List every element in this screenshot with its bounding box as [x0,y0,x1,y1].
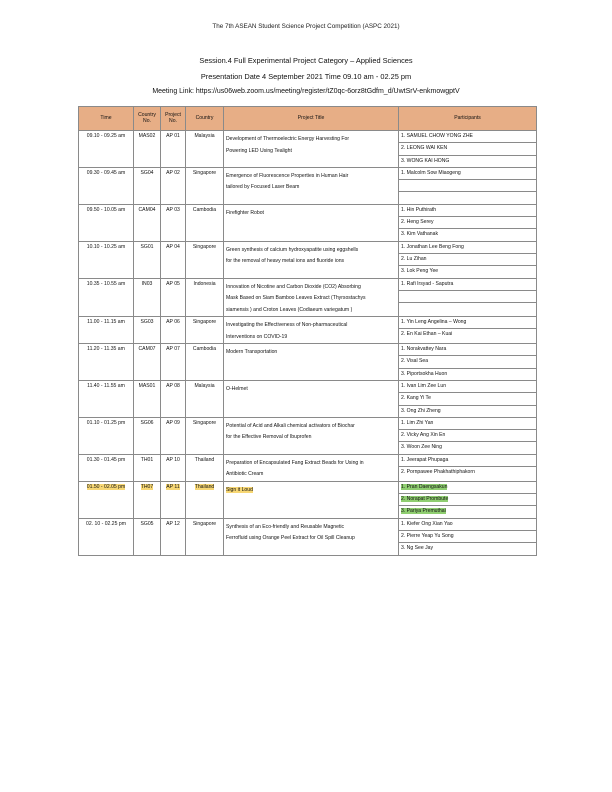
schedule-body [79,131,537,556]
participant-entry [399,506,536,517]
country-cell-text: Indonesia [193,280,216,287]
participants-cell [399,518,537,555]
schedule-table [78,106,537,556]
project-no-cell-text: AP 02 [166,169,180,176]
table-row [79,278,537,317]
table-row [79,131,537,168]
country-cell [186,204,224,241]
country-cell [186,131,224,168]
participant-entry [399,229,536,240]
country-no-cell-text: IN03 [141,280,153,287]
project-title-cell [224,204,399,241]
project-title-cell [224,131,399,168]
time-cell-text: 10.35 - 10.55 am [86,280,126,287]
participant-entry [399,192,536,203]
country-cell-text: Singapore [192,169,217,176]
project-no-cell [161,204,186,241]
country-no-cell [134,417,161,454]
time-cell-text: 09.10 - 09.25 am [86,133,126,139]
country-cell [186,518,224,555]
project-title-line: Ferrofluid using Orange Peel Extract for Oil Spill Cleanup [226,535,355,542]
participants-cell [399,380,537,417]
project-title-line: Investigating the Effectiveness of Non-pharmaceutical [226,322,348,329]
column-header-country: Country [186,107,224,131]
time-cell [79,481,134,518]
table-row [79,317,537,344]
participant-name: 1. Ivan Lim Zee Lun [401,382,447,389]
participant-name: 3. Lok Peng Yee [401,268,439,275]
participant-name: 2. Pierre Yeap Yu Song [401,532,454,539]
participant-name: 1. Norakvattey Nara [401,346,447,353]
country-cell-text: Singapore [192,243,217,250]
project-no-cell-text: AP 05 [166,280,180,287]
time-cell-text: 11.40 - 11.55 am [87,382,125,389]
country-no-cell-text: TH07 [140,483,154,490]
participant-entry [399,369,536,380]
time-cell-text: 09.30 - 09.45 am [86,169,126,176]
column-header-project-no-line2: No. [169,117,177,124]
country-no-cell [134,167,161,204]
project-no-cell-text: AP 10 [166,456,180,463]
participant-entry [399,266,536,277]
participant-entry [399,279,536,291]
participant-name: 1. Kiefer Ong Xian Yao [401,520,453,527]
participant-entry [399,482,536,494]
project-no-cell [161,417,186,454]
participants-cell [399,241,537,278]
time-cell [79,454,134,481]
participant-entry [399,418,536,430]
project-title-cell [224,278,399,317]
project-no-cell [161,167,186,204]
country-cell-text: Cambodia [192,346,217,353]
participant-name: 3. Pariya Premuthai [401,508,446,515]
country-cell-text: Singapore [192,319,217,326]
time-cell-text: 01.50 - 02.05 pm [86,483,126,490]
country-no-cell-text: SG06 [140,419,154,426]
time-cell-text: 01.10 - 01.25 pm [86,419,126,426]
table-row [79,417,537,454]
country-no-cell [134,278,161,317]
table-row [79,380,537,417]
time-cell [79,204,134,241]
country-cell [186,481,224,518]
participant-entry [399,531,536,543]
project-no-cell [161,344,186,381]
participant-entry [399,467,536,478]
table-row [79,241,537,278]
participant-entry [399,303,536,314]
participant-entry [399,406,536,417]
participants-cell [399,344,537,381]
participant-name: 1. Lim Zhi Yan [401,419,434,426]
project-title-line: Synthesis of an Eco-friendly and Reusable Magnetic [226,523,345,530]
project-title-line: Firefighter Robot [226,209,264,216]
participant-entry [399,205,536,217]
participant-name: 1. Jeerapat Phupaga [401,456,449,463]
country-cell [186,278,224,317]
participant-entry [399,519,536,531]
participant-entry [399,455,536,467]
session-title: Session.4 Full Experimental Project Category – Applied Sciences [199,56,413,65]
project-title-cell [224,481,399,518]
participant-entry [399,168,536,180]
participants-cell [399,131,537,168]
project-no-cell [161,518,186,555]
time-cell [79,417,134,454]
table-row [79,204,537,241]
time-cell-text: 11.20 - 11.35 am [87,346,125,353]
participant-entry [399,254,536,266]
participant-entry [399,494,536,506]
project-no-cell [161,380,186,417]
participant-entry [399,393,536,405]
participant-name: 1. Pran Daengsakun [401,483,448,490]
column-header-project-no [161,107,186,131]
project-no-cell [161,131,186,168]
country-no-cell-text: SG01 [140,243,154,250]
table-row [79,454,537,481]
participant-name: 3. Kim Vathanak [401,231,438,238]
participant-name: 3. Ng See Jay [401,545,433,552]
project-title-line: Mask Based on Siam Bamboo Leaves Extract (Thyrsostachys [226,295,366,302]
participants-cell [399,278,537,317]
participant-name: 1. SAMUEL CHOW YONG ZHE [401,133,473,139]
time-cell [79,317,134,344]
project-title-line: for the removal of heavy metal ions and fluoride ions [226,258,345,265]
project-title-line: Interventions on COVID-19 [226,333,288,340]
participant-entry [399,242,536,254]
participants-cell [399,204,537,241]
time-cell [79,518,134,555]
column-header-project-title: Project Title [224,107,399,131]
country-cell [186,167,224,204]
country-cell-text: Thailand [194,456,215,463]
participant-name: 2. Heng Serey [401,219,434,226]
project-title-line: siamensis ) and Croton Leaves (Codiaeum variegatum ) [226,306,353,313]
participant-name: 1. Malcolm Sow Miaogeng [401,169,461,176]
project-no-cell [161,481,186,518]
project-title-cell [224,417,399,454]
participant-entry [399,356,536,368]
project-title-cell [224,380,399,417]
participant-name: 3. WONG KAI HONG [401,157,450,164]
table-header-row [79,107,537,131]
project-title-line: Modern Transportation [226,349,278,356]
participant-entry [399,442,536,453]
time-cell [79,167,134,204]
project-title-cell [224,317,399,344]
country-no-cell [134,317,161,344]
participants-cell [399,167,537,204]
participant-name: 2. Kang Yi Te [401,395,431,402]
country-no-cell-text: CAM04 [138,206,156,213]
participant-name: 1. Jonathan Lee Beng Fong [401,243,464,250]
time-cell-text: 01.30 - 01.45 pm [86,456,126,463]
time-cell [79,344,134,381]
meeting-link[interactable]: Meeting Link: https://us06web.zoom.us/meeting/register/tZ0qc-6orz8tGdfm_d/UwtSrV-enkmowgptV [152,88,460,95]
participants-cell [399,481,537,518]
project-no-cell-text: AP 01 [166,133,180,139]
time-cell [79,278,134,317]
project-title-line: Sign it Loud [226,486,253,493]
country-cell-text: Malaysia [194,133,215,139]
column-header-country-no-line1: Country [138,111,156,118]
participant-name: 1. Rafi Irsyad - Saputra [401,280,454,287]
participant-entry [399,543,536,554]
time-cell-text: 09.50 - 10.05 am [86,206,126,213]
participant-entry [399,180,536,192]
project-title-line: Preparation of Encapsulated Fang Extract Beads for Using in [226,459,364,466]
participant-entry [399,156,536,167]
table-row [79,344,537,381]
participant-name: 2. Visal Sea [401,358,429,365]
country-no-cell [134,380,161,417]
project-no-cell-text: AP 07 [166,346,180,353]
participant-entry [399,329,536,340]
column-header-country-no-line2: No. [143,117,151,124]
project-title-cell [224,454,399,481]
time-cell [79,380,134,417]
column-header-country-no [134,107,161,131]
time-cell-text: 02. 10 - 02.25 pm [86,520,126,527]
country-no-cell-text: SG03 [140,319,154,326]
project-title-cell [224,167,399,204]
column-header-participants: Participants [399,107,537,131]
column-header-time: Time [79,107,134,131]
country-cell-text: Malaysia [194,382,215,389]
project-title-line: Powering LED Using Tealight [226,147,292,154]
country-no-cell [134,518,161,555]
country-no-cell-text: MAS01 [138,382,156,389]
presentation-date: Presentation Date 4 September 2021 Time 09.10 am - 02.25 pm [200,72,412,81]
project-title-line: Emergence of Fluorescence Properties in Human Hair [226,172,349,179]
participant-entry [399,143,536,155]
project-title-line: Antibiotic Cream [226,471,264,478]
country-cell-text: Singapore [192,419,217,426]
table-row [79,167,537,204]
participant-name: 3. Piportsokha Huon [401,370,448,377]
country-cell [186,380,224,417]
project-title-cell [224,518,399,555]
participant-name: 2. Vicky Ang Xin En [401,432,446,439]
participant-name: 2. En Kai Ethan – Kuai [401,331,453,338]
project-title-line: Development of Thermoelectric Energy Harvesting For [226,136,350,142]
table-row [79,481,537,518]
country-no-cell [134,204,161,241]
project-no-cell [161,278,186,317]
country-cell-text: Thailand [194,483,215,490]
participant-name: 1. Yin Leng Angelina – Wong [401,319,467,326]
participant-entry [399,344,536,356]
project-title-line: for the Effective Removal of Ibuprofen [226,434,312,441]
project-title-cell [224,241,399,278]
project-title-line: O-Helmet [226,385,248,392]
participant-name: 3. Woon Zee Ning [401,444,442,451]
project-no-cell-text: AP 06 [166,319,180,326]
country-no-cell-text: MAS02 [138,133,156,139]
participants-cell [399,454,537,481]
participant-name: 2. Norapat Prombute [401,496,449,503]
country-no-cell-text: CAM07 [138,346,156,353]
project-title-line: Green synthesis of calcium hydroxyapatite using eggshells [226,246,359,253]
country-cell [186,241,224,278]
column-header-project-no-line1: Project [165,111,181,118]
project-no-cell-text: AP 12 [166,520,180,527]
country-cell [186,454,224,481]
participant-entry [399,381,536,393]
project-no-cell-text: AP 04 [166,243,180,250]
time-cell [79,131,134,168]
competition-header: The 7th ASEAN Student Science Project Competition (ASPC 2021) [212,23,400,30]
participant-name: 1. Hin Puthirath [401,206,437,213]
participant-name: 2. LEONG WAI KEN [401,145,448,152]
participants-cell [399,317,537,344]
country-no-cell [134,131,161,168]
project-no-cell-text: AP 11 [166,483,180,490]
participant-entry [399,131,536,143]
participant-name: 2. Pornpawee Phakhathiphakorn [401,469,475,476]
country-cell [186,344,224,381]
project-no-cell [161,317,186,344]
country-no-cell [134,241,161,278]
project-no-cell-text: AP 09 [166,419,180,426]
project-title-line: tailored by Focused Laser Beam [226,184,300,191]
time-cell-text: 10.10 - 10.25 am [86,243,126,250]
participant-name: 3. Ong Zhi Zheng [401,407,441,414]
project-no-cell-text: AP 03 [166,206,180,213]
country-cell [186,317,224,344]
country-cell [186,417,224,454]
table-row [79,518,537,555]
participant-entry [399,217,536,229]
project-no-cell [161,241,186,278]
project-title-cell [224,344,399,381]
country-no-cell-text: SG04 [140,169,154,176]
participant-entry [399,291,536,303]
country-no-cell-text: TH01 [140,456,154,463]
country-no-cell-text: SG05 [140,520,154,527]
project-no-cell-text: AP 08 [166,382,180,389]
project-no-cell [161,454,186,481]
participant-entry [399,430,536,442]
project-title-line: Potential of Acid and Alkali chemical activators of Biochar [226,422,355,429]
country-no-cell [134,344,161,381]
participants-cell [399,417,537,454]
participant-name: 2. Lu Zihan [401,255,427,262]
time-cell [79,241,134,278]
country-cell-text: Cambodia [192,206,217,213]
country-cell-text: Singapore [192,520,217,527]
project-title-line: Innovation of Nicotine and Carbon Dioxide (CO2) Absorbing [226,283,361,290]
country-no-cell [134,481,161,518]
time-cell-text: 11.00 - 11.15 am [87,319,125,326]
participant-entry [399,317,536,329]
country-no-cell [134,454,161,481]
